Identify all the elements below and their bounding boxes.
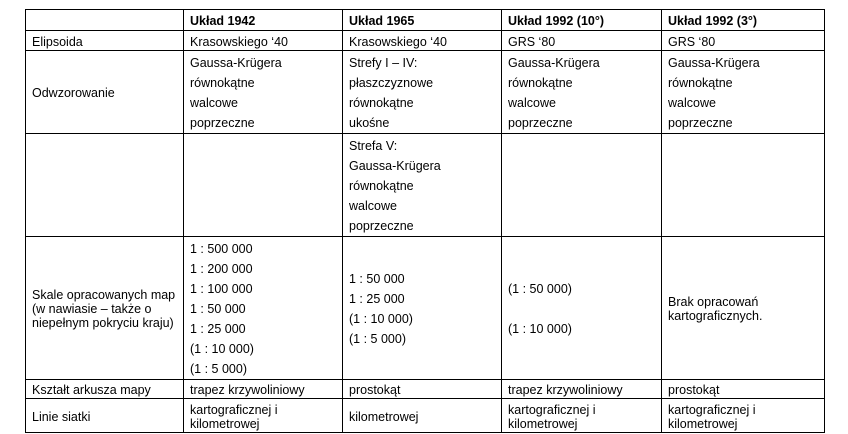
cell-line: Brak opracowań kartograficznych. [668, 295, 763, 323]
cell-line: poprzeczne [508, 116, 573, 130]
cell-line: trapez krzywoliniowy [190, 383, 305, 397]
cell-line: (1 : 5 000) [190, 362, 247, 376]
cell [184, 31, 343, 51]
cell-empty [662, 134, 825, 237]
header-cell-empty [26, 10, 184, 31]
cell-line: Gaussa-Krügera [668, 56, 760, 70]
row-odwzorowanie [26, 51, 825, 134]
cell [184, 51, 343, 134]
cell-line: walcowe [349, 199, 397, 213]
cell [343, 237, 502, 380]
cell-line: (1 : 5 000) [349, 332, 406, 346]
cell-line: walcowe [668, 96, 716, 110]
cell-line: 1 : 25 000 [190, 322, 246, 336]
cell-line: kartograficznej i [508, 402, 596, 417]
header-row [26, 10, 825, 31]
cell [502, 31, 662, 51]
row-label-text: Skale opracowanych map (w nawiasie – także o niepełnym pokryciu kraju) [32, 288, 176, 330]
row-elipsoida [26, 31, 825, 51]
cell [502, 237, 662, 380]
cell-line: (1 : 50 000) [508, 282, 572, 296]
cell-line: ukośne [349, 116, 390, 130]
cell-line: GRS ‘80 [668, 34, 716, 49]
cell-line: 1 : 50 000 [349, 272, 405, 286]
cell-line: Strefa V: [349, 139, 398, 153]
cell-line: kartograficznej i [668, 402, 756, 417]
row-label: Linie siatki [26, 399, 184, 433]
row-linie [26, 399, 825, 433]
cell [662, 237, 825, 380]
header-uklad-1992-10: Układ 1992 (10°) [502, 10, 662, 31]
cell-line: kilometrowej [668, 416, 738, 431]
cell-line: walcowe [190, 96, 238, 110]
cell-line: 1 : 100 000 [190, 282, 253, 296]
cell-line: (1 : 10 000) [190, 342, 254, 356]
cell-line: kilometrowej [349, 409, 419, 424]
cell [343, 134, 502, 237]
cell-line: Gaussa-Krügera [349, 159, 441, 173]
cell-line: 1 : 500 000 [190, 242, 253, 256]
cell [662, 399, 825, 433]
cell-empty [184, 134, 343, 237]
cell-line: płaszczyznowe [349, 76, 434, 90]
cell-line: równokątne [508, 76, 573, 90]
row-label: Odwzorowanie [26, 51, 184, 134]
cell [184, 237, 343, 380]
cell [343, 399, 502, 433]
cell [502, 380, 662, 399]
cell [502, 399, 662, 433]
cell [343, 51, 502, 134]
header-uklad-1942: Układ 1942 [184, 10, 343, 31]
row-ksztalt [26, 380, 825, 399]
cell-line: prostokąt [349, 383, 401, 397]
cell-line: (1 : 10 000) [508, 322, 572, 336]
cell [502, 51, 662, 134]
cell-line: 1 : 50 000 [190, 302, 246, 316]
cell-line: Strefy I – IV: [349, 56, 418, 70]
cell [662, 51, 825, 134]
cell-empty [502, 134, 662, 237]
cell-line: poprzeczne [668, 116, 733, 130]
cell-line: trapez krzywoliniowy [508, 383, 623, 397]
cell-line: Gaussa-Krügera [190, 56, 282, 70]
cell-line: 1 : 25 000 [349, 292, 405, 306]
cell-line: Gaussa-Krügera [508, 56, 600, 70]
row-strefa-v [26, 134, 825, 237]
cell-line: równokątne [190, 76, 255, 90]
cell-line: równokątne [349, 96, 414, 110]
cell [343, 31, 502, 51]
cell-line: (1 : 10 000) [349, 312, 413, 326]
cell-line: Krasowskiego ‘40 [190, 34, 288, 49]
cell-line: kilometrowej [508, 416, 578, 431]
cell-line: równokątne [349, 179, 414, 193]
cell [184, 380, 343, 399]
header-uklad-1965: Układ 1965 [343, 10, 502, 31]
cell [343, 380, 502, 399]
cell-line: poprzeczne [349, 219, 414, 233]
cell [662, 380, 825, 399]
row-skale [26, 237, 825, 380]
cell-line: GRS ‘80 [508, 34, 556, 49]
row-label-text: Kształt arkusza mapy [32, 383, 151, 397]
cell-line: kilometrowej [190, 416, 260, 431]
cell-line: walcowe [508, 96, 556, 110]
cell-line: kartograficznej i [190, 402, 278, 417]
cell-line: Krasowskiego ‘40 [349, 34, 447, 49]
cell-line: prostokąt [668, 383, 720, 397]
cell-line: 1 : 200 000 [190, 262, 253, 276]
comparison-table [25, 9, 825, 433]
row-label [26, 380, 184, 399]
cell-line: równokątne [668, 76, 733, 90]
row-label [26, 237, 184, 380]
row-label: Elipsoida [26, 31, 184, 51]
cell-line: poprzeczne [190, 116, 255, 130]
cell-spacer [508, 299, 655, 319]
cell [662, 31, 825, 51]
cell [184, 399, 343, 433]
header-uklad-1992-3: Układ 1992 (3°) [662, 10, 825, 31]
row-label [26, 134, 184, 237]
